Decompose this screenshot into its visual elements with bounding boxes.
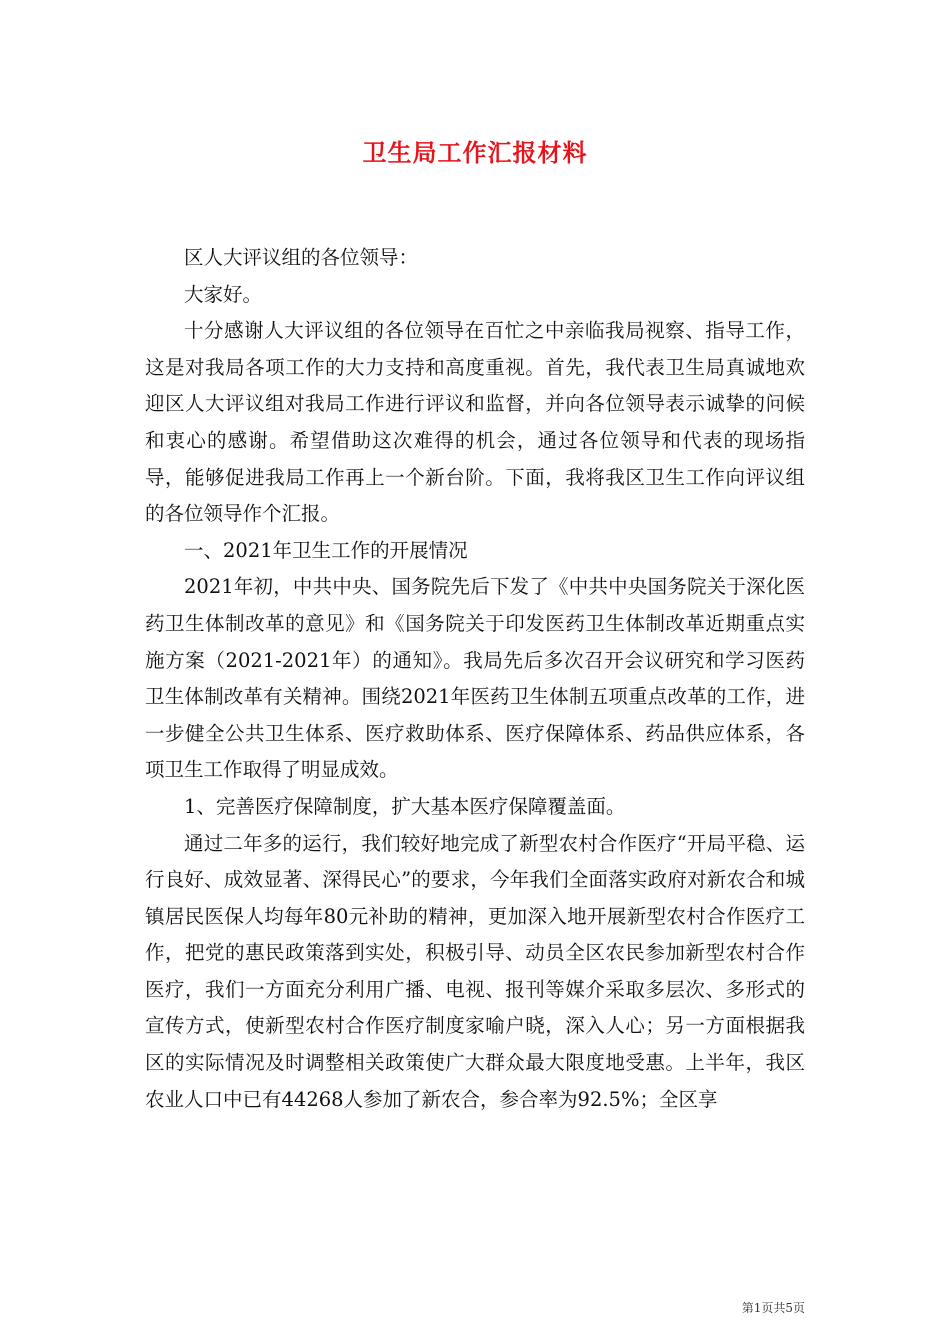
intro-paragraph: 十分感谢人大评议组的各位领导在百忙之中亲临我局视察、指导工作，这是对我局各项工作的大力支持和高度重视。首先，我代表卫生局真诚地欢迎区人大评议组对我局工作进行评议和监督，并向各位领导表示诚挚的问候和衷心的感谢。希望借助这次难得的机会，通过各位领导和代表的现场指导，能够促进我局工作再上一个新台阶。下面，我将我区卫生工作向评议组的各位领导作个汇报。 (145, 319, 805, 526)
document-title: 卫生局工作汇报材料 (362, 138, 588, 167)
section-heading: 一、2021年卫生工作的开展情况 (184, 538, 468, 562)
greeting: 大家好。 (184, 282, 263, 306)
page-number: 第1页共5页 (741, 1301, 805, 1315)
subsection-heading: 1、完善医疗保障制度，扩大基本医疗保障覆盖面。 (184, 794, 626, 818)
section-paragraph: 2021年初，中共中央、国务院先后下发了《中共中央国务院关于深化医药卫生体制改革的意见》和《国务院关于印发医药卫生体制改革近期重点实施方案（2021-2021年）的通知》。我局先后多次召开会议研究和学习医药卫生体制改革有关精神。围绕2021年医药卫生体制五项重点改革的工作，进一步健全公共卫生体系、医疗救助体系、医疗保障体系、药品供应体系，各项卫生工作取得了明显成效。 (145, 575, 805, 782)
salutation: 区人大评议组的各位领导： (184, 246, 419, 269)
document-body (145, 240, 805, 1118)
subsection-paragraph: 通过二年多的运行，我们较好地完成了新型农村合作医疗“开局平稳、运行良好、成效显著、深得民心”的要求，今年我们全面落实政府对新农合和城镇居民医保人均每年80元补助的精神，更加深入地开展新型农村合作医疗工作，把党的惠民政策落到实处，积极引导、动员全区农民参加新型农村合作医疗，我们一方面充分利用广播、电视、报刊等媒介采取多层次、多形式的宣传方式，使新型农村合作医疗制度家喻户晓，深入人心；另一方面根据我区的实际情况及时调整相关政策使广大群众最大限度地受惠。上半年，我区农业人口中已有44268人参加了新农合，参合率为92.5%；全区享 (145, 831, 805, 1111)
